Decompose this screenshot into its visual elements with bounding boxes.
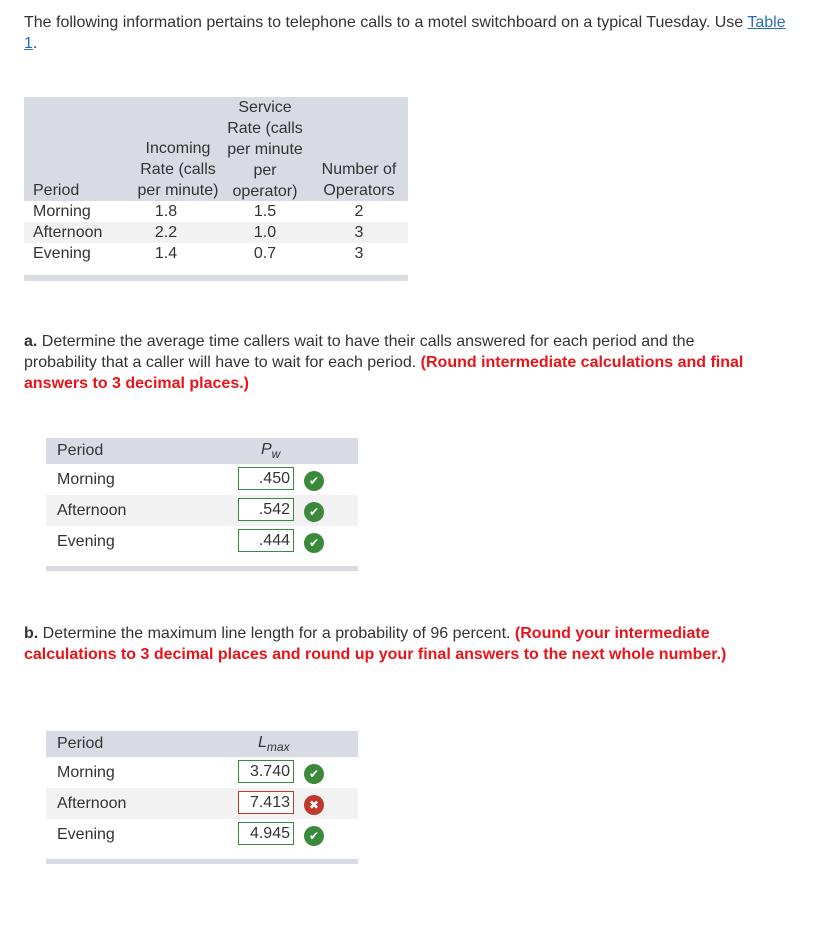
table-1-cell-incoming: 1.4 (154, 245, 178, 262)
table-1-footer-bar (24, 275, 408, 281)
part-a-header-period: Period (57, 442, 104, 459)
header-incoming-rate: Incoming Rate (calls per minute) (137, 140, 219, 199)
part-b-footer-bar (46, 859, 358, 864)
table-1-cell-period: Evening (33, 245, 91, 262)
check-circle-icon: ✔ (304, 471, 324, 491)
table-1-header (24, 97, 408, 201)
period-label: Afternoon (57, 502, 127, 519)
part-b-header-lmax: $L_{max}$ (258, 734, 290, 755)
check-circle-icon: ✔ (304, 502, 324, 522)
part-b-answer-table (46, 731, 358, 864)
table-1-cell-service: 1.5 (253, 203, 277, 220)
period-label: Evening (57, 826, 115, 843)
table-1-cell-operators: 3 (354, 245, 364, 262)
part-b-header-period: Period (57, 735, 104, 752)
part-b-header (46, 731, 358, 757)
table-1-row (24, 243, 408, 264)
header-period: Period (33, 182, 80, 199)
answer-input[interactable]: 4.945 (238, 822, 294, 845)
header-service-rate: Service Rate (calls per minute per operator) (227, 99, 303, 200)
period-label: Morning (57, 471, 115, 488)
table-1-cell-service: 1.0 (253, 224, 277, 241)
period-label: Evening (57, 533, 115, 550)
header-operators: Number of Operators (321, 161, 397, 199)
part-a-label: a. (24, 333, 38, 350)
part-a-question (24, 331, 768, 394)
x-circle-icon: ✖ (304, 795, 324, 815)
table-1 (24, 97, 408, 281)
part-a-row (46, 526, 358, 557)
answer-input[interactable]: 3.740 (238, 760, 294, 783)
table-1-cell-operators: 3 (354, 224, 364, 241)
part-b-question (24, 623, 768, 665)
table-1-cell-incoming: 1.8 (154, 203, 178, 220)
intro-tail: . (32, 35, 38, 52)
table-1-cell-operators: 2 (354, 203, 364, 220)
answer-input[interactable]: .450 (238, 467, 294, 490)
period-label: Afternoon (57, 795, 127, 812)
part-a-row (46, 464, 358, 495)
check-circle-icon: ✔ (304, 764, 324, 784)
part-b-row (46, 788, 358, 819)
table-1-cell-service: 0.7 (253, 245, 277, 262)
answer-input[interactable]: 7.413 (238, 791, 294, 814)
part-a-text: Determine the average time callers wait to have their calls answered for each period and the probability that a caller will have to wait for each period. (24, 333, 695, 371)
table-1-cell-incoming: 2.2 (154, 224, 178, 241)
check-circle-icon: ✔ (304, 533, 324, 553)
part-b-instruction: (Round your intermediate calculations to 3 decimal places and round up your final answers to the next whole number.) (24, 625, 727, 663)
table-1-link[interactable]: Table 1 (24, 14, 786, 52)
table-1-row (24, 222, 408, 243)
check-circle-icon: ✔ (304, 826, 324, 846)
intro-text (24, 12, 794, 54)
part-a-header (46, 438, 358, 464)
part-b-label: b. (24, 625, 39, 642)
period-label: Morning (57, 764, 115, 781)
table-1-row (24, 201, 408, 222)
part-a-footer-bar (46, 566, 358, 571)
intro-body: The following information pertains to telephone calls to a motel switchboard on a typical Tuesday. Use (24, 14, 748, 31)
part-a-row (46, 495, 358, 526)
answer-input[interactable]: .542 (238, 498, 294, 521)
part-b-text: Determine the maximum line length for a probability of 96 percent. (38, 625, 515, 642)
part-b-row (46, 757, 358, 788)
part-b-row (46, 819, 358, 850)
part-a-answer-table (46, 438, 358, 571)
table-1-cell-period: Afternoon (33, 224, 103, 241)
part-a-instruction: (Round intermediate calculations and final answers to 3 decimal places.) (24, 354, 744, 392)
table-1-cell-period: Morning (33, 203, 91, 220)
answer-input[interactable]: .444 (238, 529, 294, 552)
part-a-header-pw: $P_w$ (261, 441, 281, 462)
